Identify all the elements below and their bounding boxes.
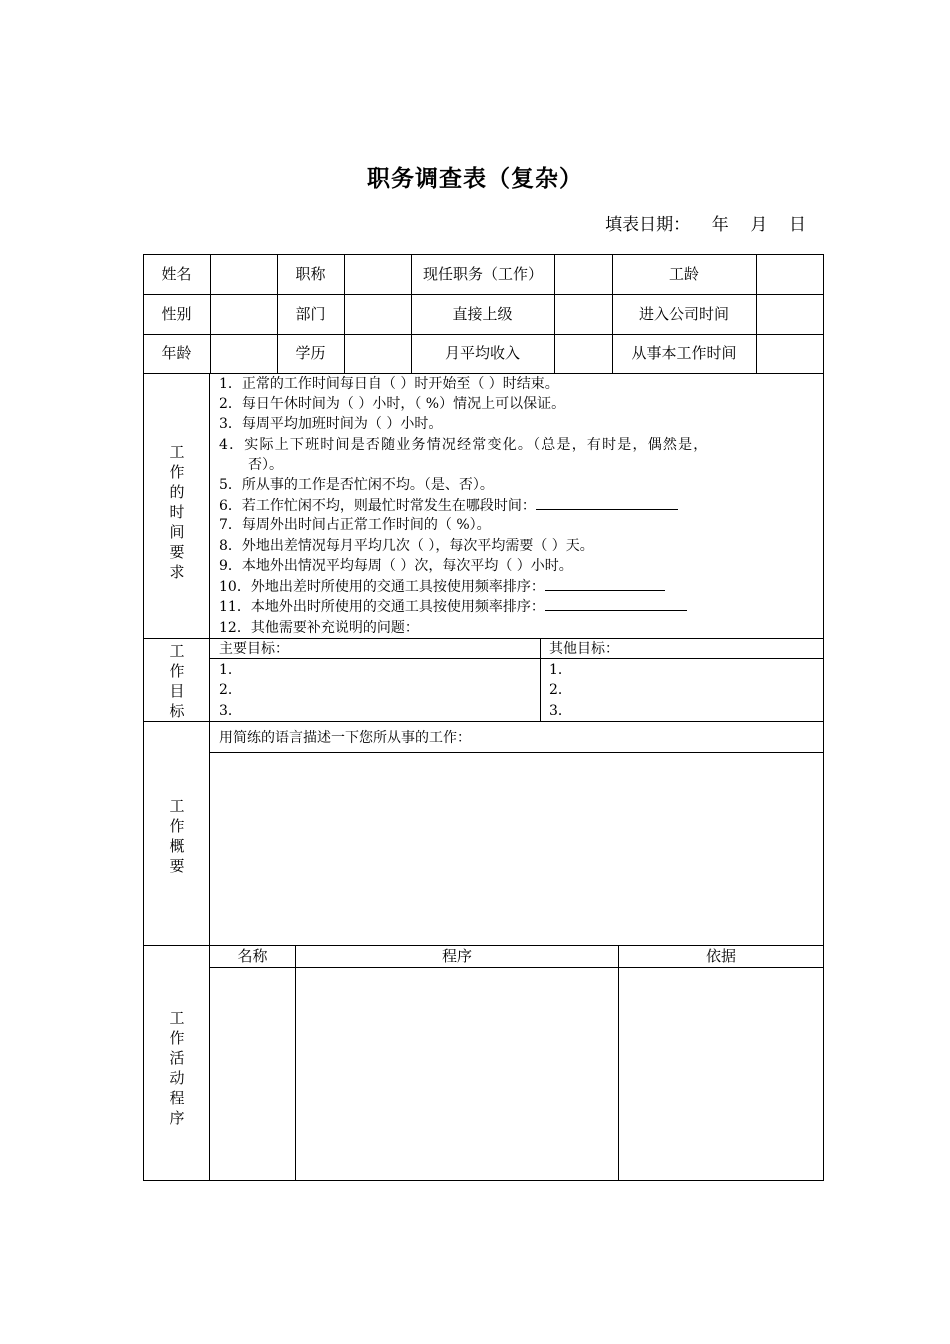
summary-textarea[interactable] <box>210 753 823 945</box>
label-seniority: 工龄 <box>668 264 699 283</box>
time-item: 5．所从事的工作是否忙闲不均。（是、否）。 <box>219 477 494 493</box>
label-education: 学历 <box>295 344 326 362</box>
field-department[interactable] <box>344 294 411 334</box>
time-item: 否）。 <box>248 457 283 473</box>
travel-transport-input[interactable] <box>545 576 665 591</box>
field-supervisor[interactable] <box>554 294 612 334</box>
time-item: 9．本地外出情况平均每周（ ）次，每次平均（ ）小时。 <box>219 558 573 574</box>
other-goal-2[interactable]: 2． <box>549 682 572 698</box>
label-name: 姓名 <box>161 264 192 283</box>
label-supervisor: 直接上级 <box>452 304 513 323</box>
field-gender[interactable] <box>210 294 277 334</box>
time-item: 2．每日午休时间为（ ）小时，（ %）情况上可以保证。 <box>219 396 566 412</box>
time-item: 7．每周外出时间占正常工作时间的（ %）。 <box>219 517 491 533</box>
field-age[interactable] <box>210 334 277 373</box>
section-label-activity: 工作活动程序 <box>169 1009 185 1127</box>
section-label-goals: 工作目标 <box>169 642 185 720</box>
time-item: 1．正常的工作时间每日自（ ）时开始至（ ）时结束。 <box>219 376 559 392</box>
other-goal-3[interactable]: 3． <box>549 703 572 719</box>
field-education[interactable] <box>344 334 411 373</box>
label-department: 部门 <box>295 304 326 323</box>
col-header-name: 名称 <box>237 947 268 965</box>
activity-procedure-cell[interactable] <box>296 968 618 1180</box>
other-goal-1[interactable]: 1． <box>549 662 572 678</box>
label-gender: 性别 <box>161 304 192 323</box>
time-item: 4．实际上下班时间是否随业务情况经常变化。（总是，有时是，偶然是， <box>219 437 709 453</box>
label-age: 年龄 <box>161 344 192 362</box>
time-item: 11．本地外出时所使用的交通工具按使用频率排序： <box>219 596 687 617</box>
time-item: 10．外地出差时所使用的交通工具按使用频率排序： <box>219 576 665 597</box>
time-item: 3．每周平均加班时间为（ ）小时。 <box>219 416 443 432</box>
main-goals-header: 主要目标： <box>219 641 289 657</box>
time-item: 8．外地出差情况每月平均几次（ ），每次平均需要（ ）天。 <box>219 538 594 554</box>
activity-basis-cell[interactable] <box>619 968 823 1180</box>
section-label-summary: 工作概要 <box>169 797 185 875</box>
field-current-position[interactable] <box>554 254 612 294</box>
col-header-procedure: 程序 <box>441 947 472 965</box>
time-item: 12．其他需要补充说明的问题： <box>219 620 419 636</box>
field-seniority[interactable] <box>756 254 824 294</box>
fill-date: 填表日期： 年 月 日 <box>605 215 806 235</box>
field-join-date[interactable] <box>756 294 824 334</box>
field-monthly-income[interactable] <box>554 334 612 373</box>
section-label-time: 工作的时间要求 <box>169 443 185 581</box>
label-title: 职称 <box>295 264 326 283</box>
main-goal-3[interactable]: 3． <box>219 703 242 719</box>
activity-name-cell[interactable] <box>210 968 295 1180</box>
main-goal-1[interactable]: 1． <box>219 662 242 678</box>
main-goal-2[interactable]: 2． <box>219 682 242 698</box>
label-join-date: 进入公司时间 <box>638 304 729 323</box>
col-header-basis: 依据 <box>705 947 736 965</box>
busy-period-input[interactable] <box>536 495 678 510</box>
time-item: 6．若工作忙闲不均，则最忙时常发生在哪段时间： <box>219 495 678 516</box>
label-current-position: 现任职务（工作） <box>422 264 543 283</box>
label-work-duration: 从事本工作时间 <box>631 344 737 362</box>
label-monthly-income: 月平均收入 <box>444 344 520 362</box>
field-title[interactable] <box>344 254 411 294</box>
other-goals-header: 其他目标： <box>549 641 619 657</box>
field-name[interactable] <box>210 254 277 294</box>
page-title: 职务调查表（复杂） <box>367 165 583 192</box>
summary-prompt: 用简练的语言描述一下您所从事的工作： <box>219 730 471 746</box>
local-transport-input[interactable] <box>545 596 687 611</box>
field-work-duration[interactable] <box>756 334 824 373</box>
